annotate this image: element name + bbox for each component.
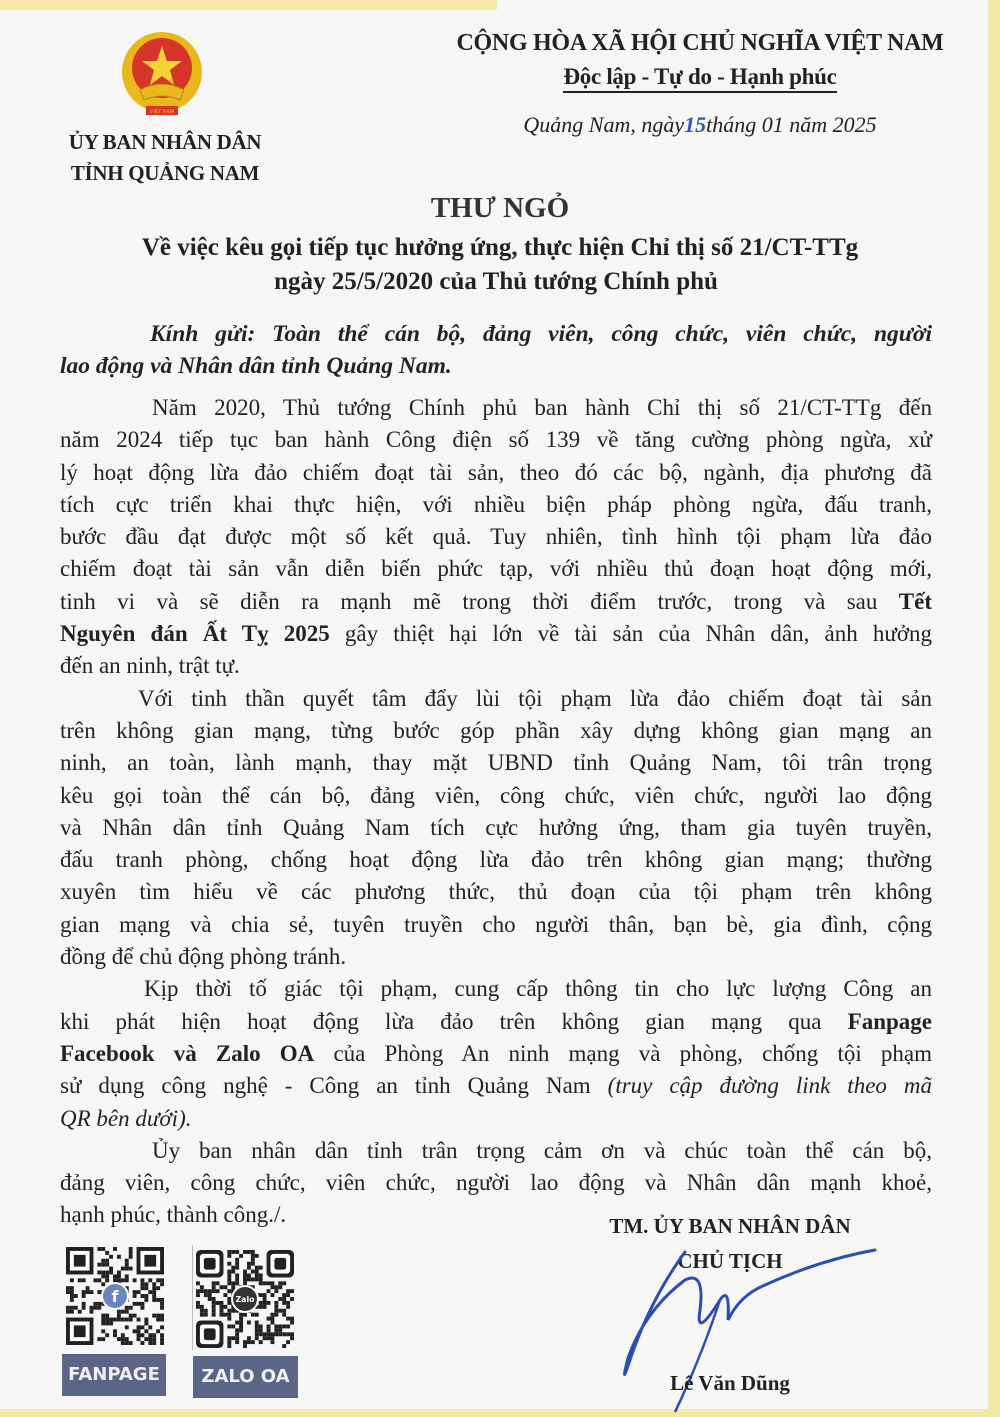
signer-name: Lê Văn Dũng xyxy=(670,1371,790,1395)
body-text: Ủy ban nhân dân tỉnh trân trọng cảm ơn và chúc toàn thể cán bộ, xyxy=(152,1137,932,1163)
zalo-icon-text: Zalo xyxy=(235,1295,255,1305)
body-text: và Nhân dân tỉnh Quảng Nam tích cực hưởng ứng, tham gia tuyên truyền, xyxy=(60,814,932,840)
body-text: Năm 2020, Thủ tướng Chính phủ ban hành Chỉ thị số 21/CT-TTg đến xyxy=(152,395,932,420)
body-line xyxy=(60,876,932,908)
salutation-line: Kính gửi: Toàn thể cán bộ, đảng viên, công chức, viên chức, người xyxy=(150,321,932,347)
date-day: 15 xyxy=(684,112,707,137)
body-line xyxy=(60,1006,932,1038)
body-line xyxy=(60,457,932,489)
national-motto xyxy=(440,64,960,90)
body-text: đồng để chủ động phòng tránh. xyxy=(60,944,347,970)
body-line xyxy=(60,941,932,973)
document-subtitle-line1: Về việc kêu gọi tiếp tục hưởng ứng, thực hiện Chỉ thị số 21/CT-TTg xyxy=(141,234,859,261)
body-line xyxy=(60,715,932,747)
body-line xyxy=(60,489,932,521)
qr-divider xyxy=(192,1245,193,1350)
body-text: khi phát hiện hoạt động lừa đảo trên không gian mạng qua xyxy=(60,1008,848,1034)
bold-text: Nguyên đán Ất Tỵ 2025 xyxy=(60,621,330,647)
agency-province: TỈNH QUẢNG NAM xyxy=(70,161,260,185)
body-text: năm 2024 tiếp tục ban hành Công điện số 139 về tăng cường phòng ngừa, xử xyxy=(60,427,932,453)
body-text: đến an ninh, trật tự. xyxy=(60,653,240,679)
body-paragraphs xyxy=(60,392,932,1232)
national-emblem-icon xyxy=(116,28,208,124)
body-text: tinh vi và sẽ diễn ra mạnh mẽ trong thời điểm trước, trong và sau xyxy=(60,588,899,614)
signature-position: CHỦ TỊCH xyxy=(677,1249,783,1273)
document-title: THƯ NGỎ xyxy=(430,192,570,224)
agency-name: ỦY BAN NHÂN DÂN xyxy=(68,130,262,154)
body-text: sử dụng công nghệ - Công an tỉnh Quảng Nam xyxy=(60,1073,608,1099)
body-text: bước đầu đạt được một số kết quả. Tuy nhiên, tình hình tội phạm lừa đảo xyxy=(60,524,932,550)
date-prefix: Quảng Nam, ngày xyxy=(523,112,685,137)
body-line xyxy=(60,973,932,1005)
body-text: chiếm đoạt tài sản vẫn diễn biến phức tạp, với nhiều thủ đoạn hoạt động mới, xyxy=(60,556,932,582)
italic-text: (truy cập đường link theo mã xyxy=(607,1073,932,1099)
bold-text: Fanpage xyxy=(847,1008,932,1034)
body-line xyxy=(60,1070,932,1102)
zalo-oa-label[interactable]: ZALO OA xyxy=(193,1356,298,1398)
body-text: Với tinh thần quyết tâm đẩy lùi tội phạm lừa đảo chiếm đoạt tài sản xyxy=(138,685,932,711)
bold-text: Tết xyxy=(898,588,932,614)
document-subtitle-line2: ngày 25/5/2020 của Thủ tướng Chính phủ xyxy=(274,268,718,295)
italic-text: QR bên dưới). xyxy=(60,1105,192,1131)
body-text: gian mạng và chia sẻ, tuyên truyền cho người thân, bạn bè, gia đình, cộng xyxy=(60,911,932,937)
body-text: kêu gọi toàn thể cán bộ, đảng viên, công chức, viên chức, người lao động xyxy=(60,782,932,808)
fanpage-qr-code[interactable] xyxy=(66,1247,164,1345)
motto-text: Độc lập - Tự do - Hạnh phúc xyxy=(563,64,836,93)
document-date xyxy=(440,112,960,138)
body-text: tích cực triển khai thực hiện, với nhiều biện pháp phòng ngừa, đấu tranh, xyxy=(60,491,932,517)
body-line xyxy=(60,392,932,424)
body-text: xuyên tìm hiểu về các phương thức, thủ đoạn của tội phạm trên không xyxy=(60,879,932,905)
body-line xyxy=(60,1135,932,1167)
body-line xyxy=(60,424,932,456)
body-line xyxy=(60,586,932,618)
body-line xyxy=(60,650,932,682)
emblem-text: VIỆT NAM xyxy=(149,110,175,115)
date-suffix: tháng 01 năm 2025 xyxy=(706,112,877,137)
bold-text: Facebook và Zalo OA xyxy=(60,1040,315,1066)
body-text: đảng viên, công chức, viên chức, người lao động và Nhân dân mạnh khoẻ, xyxy=(60,1170,932,1196)
body-line xyxy=(60,1038,932,1070)
body-line xyxy=(60,1167,932,1199)
national-title: CỘNG HÒA XÃ HỘI CHỦ NGHĨA VIỆT NAM xyxy=(456,30,944,56)
body-line xyxy=(60,521,932,553)
body-line xyxy=(60,553,932,585)
body-line xyxy=(60,747,932,779)
paper-edge-top xyxy=(0,0,497,10)
letter-body xyxy=(60,319,932,1232)
body-line xyxy=(60,618,932,650)
body-line xyxy=(60,909,932,941)
body-text: hạnh phúc, thành công./. xyxy=(60,1202,287,1228)
body-line xyxy=(60,780,932,812)
body-line xyxy=(60,1103,932,1135)
body-text: của Phòng An ninh mạng và phòng, chống tội phạm xyxy=(314,1040,932,1066)
body-line xyxy=(60,844,932,876)
facebook-icon-text: f xyxy=(111,1286,119,1306)
body-text: đấu tranh phòng, chống hoạt động lừa đảo trên không gian mạng; thường xyxy=(60,847,932,873)
body-line xyxy=(60,683,932,715)
body-text: ninh, an toàn, lành mạnh, thay mặt UBND tỉnh Quảng Nam, tôi trân trọng xyxy=(60,750,932,776)
body-text: trên không gian mạng, từng bước góp phần xây dựng không gian mạng an xyxy=(60,717,932,743)
body-text: gây thiệt hại lớn về tài sản của Nhân dân, ảnh hưởng xyxy=(329,621,932,647)
zalo-qr-code[interactable] xyxy=(196,1250,294,1348)
body-line xyxy=(60,812,932,844)
signature-title: TM. ỦY BAN NHÂN DÂN xyxy=(609,1214,851,1238)
fanpage-label[interactable]: FANPAGE xyxy=(62,1354,166,1396)
body-text: Kịp thời tố giác tội phạm, cung cấp thông tin cho lực lượng Công an xyxy=(144,976,932,1002)
salutation-line: lao động và Nhân dân tỉnh Quảng Nam. xyxy=(60,352,452,379)
body-text: lý hoạt động lừa đảo chiếm đoạt tài sản, theo đó các bộ, ngành, địa phương đã xyxy=(60,459,932,485)
